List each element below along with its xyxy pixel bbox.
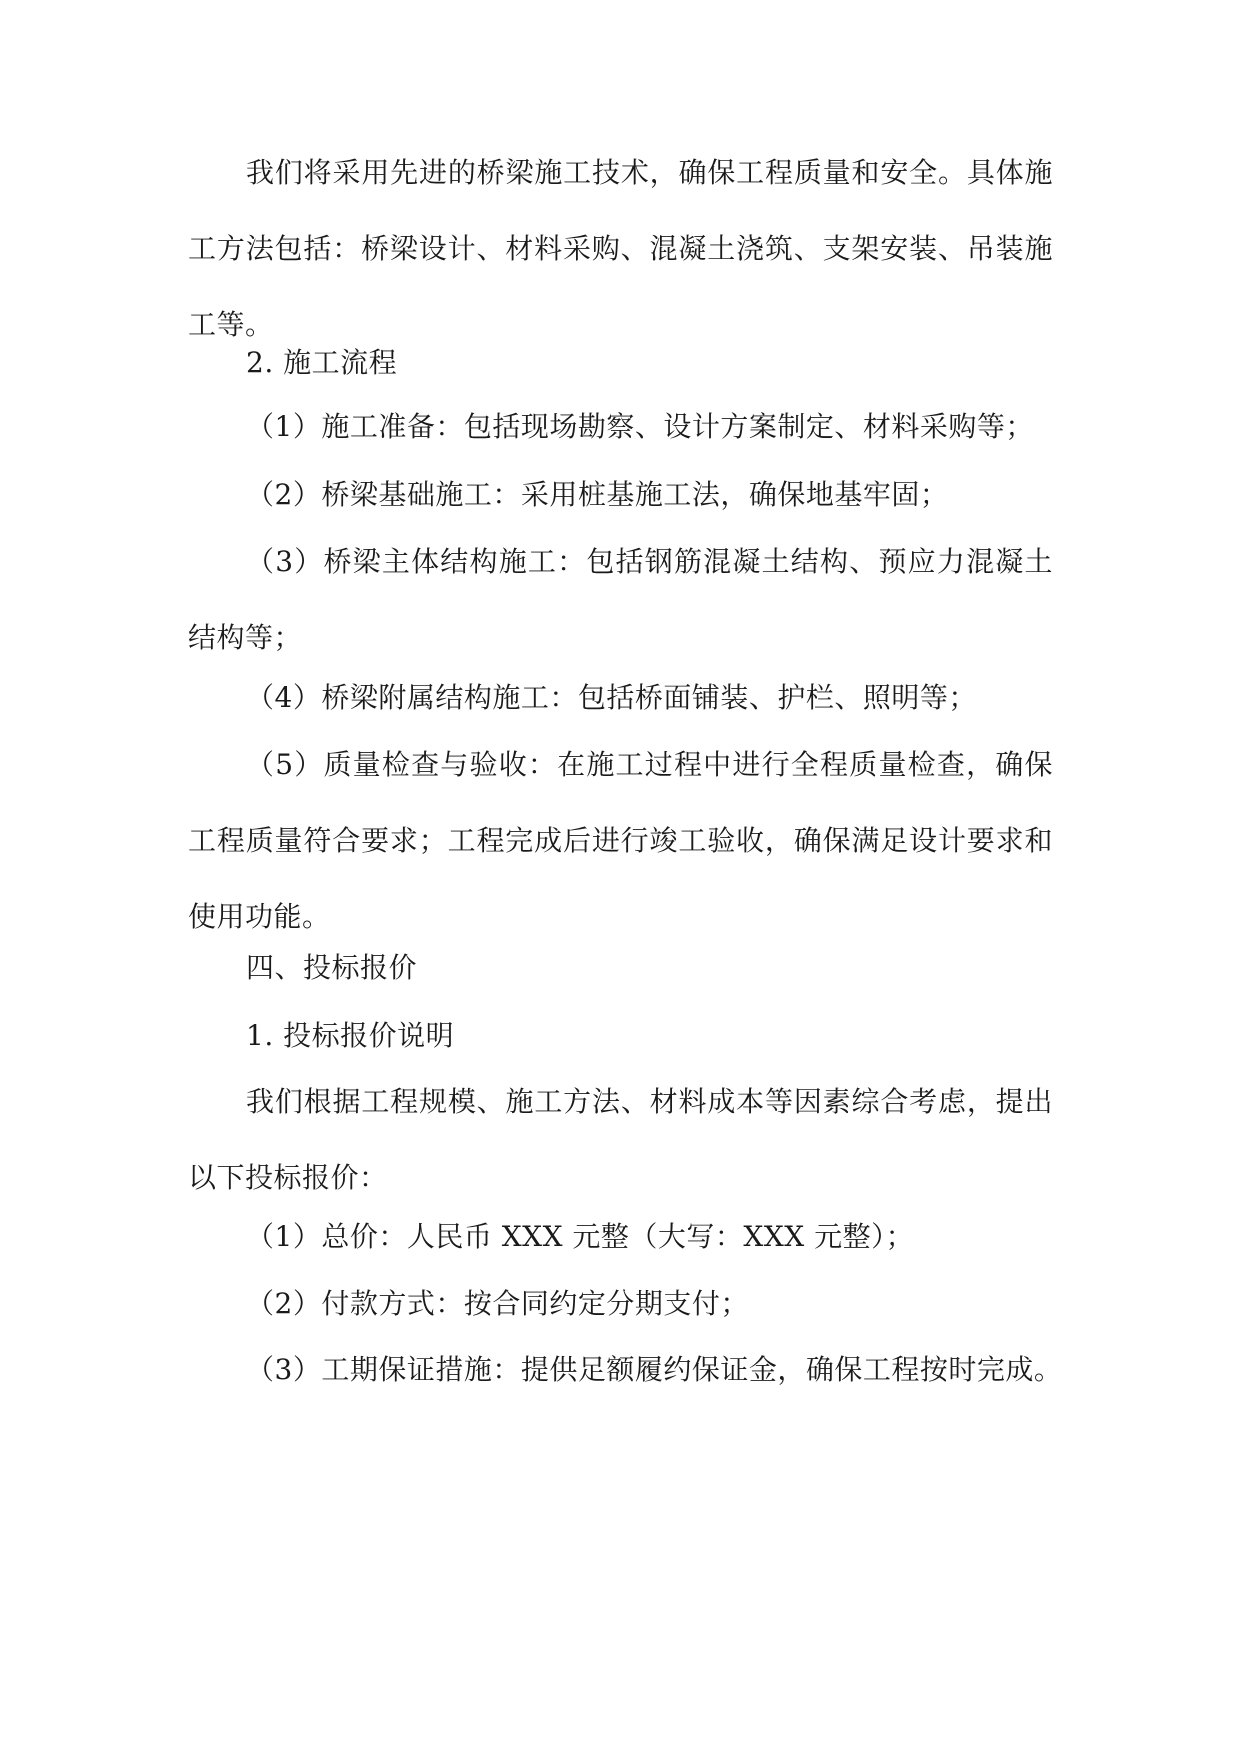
list-item-auxiliary-structure: （4）桥梁附属结构施工：包括桥面铺装、护栏、照明等； bbox=[246, 681, 977, 714]
heading-bid-quotation: 四、投标报价 bbox=[246, 951, 418, 984]
heading-construction-process: 2. 施工流程 bbox=[246, 346, 398, 379]
list-item-quality-inspection: （5）质量检查与验收：在施工过程中进行全程质量检查，确保工程质量符合要求；工程完成后进行竣工验收，确保满足设计要求和使用功能。 bbox=[188, 748, 1053, 933]
list-item-schedule-guarantee: （3）工期保证措施：提供足额履约保证金，确保工程按时完成。 bbox=[246, 1353, 1063, 1386]
list-item-main-structure: （3）桥梁主体结构施工：包括钢筋混凝土结构、预应力混凝土结构等； bbox=[188, 545, 1053, 654]
list-item-foundation: （2）桥梁基础施工：采用桩基施工法，确保地基牢固； bbox=[246, 478, 949, 511]
paragraph-bid-basis: 我们根据工程规模、施工方法、材料成本等因素综合考虑，提出以下投标报价： bbox=[188, 1085, 1053, 1194]
list-item-total-price: （1）总价：人民币 XXX 元整（大写：XXX 元整）； bbox=[246, 1220, 915, 1253]
paragraph-construction-methods: 我们将采用先进的桥梁施工技术，确保工程质量和安全。具体施工方法包括：桥梁设计、材料采购、混凝土浇筑、支架安装、吊装施工等。 bbox=[188, 156, 1053, 341]
list-item-payment-method: （2）付款方式：按合同约定分期支付； bbox=[246, 1287, 749, 1320]
list-item-preparation: （1）施工准备：包括现场勘察、设计方案制定、材料采购等； bbox=[246, 410, 1034, 443]
heading-bid-quotation-explanation: 1. 投标报价说明 bbox=[246, 1019, 455, 1052]
